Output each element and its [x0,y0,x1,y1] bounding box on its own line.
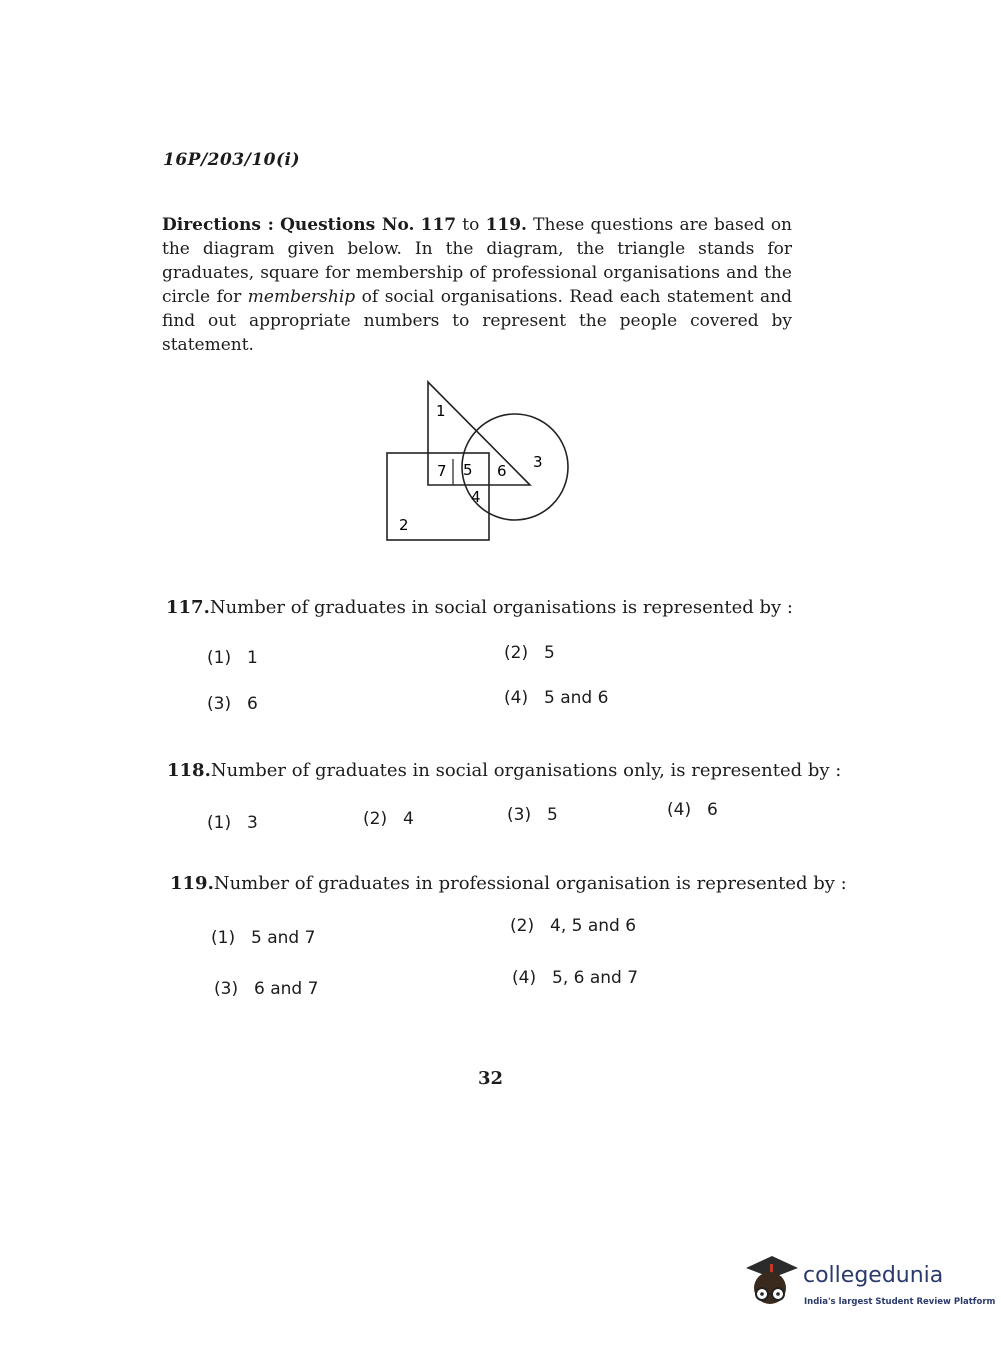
paper-code: 16P/203/10(i) [163,150,301,170]
q118-option-1[interactable] [207,813,258,833]
q119-option-2[interactable] [510,916,636,936]
q119-option-4[interactable] [512,968,638,988]
option-number: (3) [214,979,239,999]
question-number: 117. [166,597,210,618]
option-number: (1) [207,813,232,833]
option-number: (3) [507,805,532,825]
q119-option-3[interactable] [214,979,318,999]
brand-name: collegedunia [803,1263,944,1288]
question-118 [167,760,841,781]
q117-option-3[interactable] [207,694,258,714]
region-label-1: 1 [436,402,446,420]
option-value: 4 [403,809,414,829]
collegedunia-logo-icon [742,1250,802,1312]
region-label-5: 5 [463,461,473,479]
option-value: 1 [247,648,258,668]
option-number: (2) [504,643,529,663]
option-number: (2) [363,809,388,829]
question-number: 119. [170,873,214,894]
option-value: 5, 6 and 7 [552,968,639,988]
q118-option-2[interactable] [363,809,414,829]
option-value: 6 [247,694,258,714]
option-value: 6 [707,800,718,820]
q119-option-1[interactable] [211,928,315,948]
directions-text-1: These questions are based on the diagram given below. In the diagram, the triangle stands for graduates, square for membership of professional organisations and the circle for [162,215,793,307]
question-119 [170,873,847,894]
option-value: 5 and 6 [544,688,609,708]
q117-option-1[interactable] [207,648,258,668]
option-value: 3 [247,813,258,833]
directions-label: Directions : [162,215,274,235]
q117-option-2[interactable] [504,643,555,663]
option-value: 4, 5 and 6 [550,916,637,936]
region-label-4: 4 [471,488,481,506]
option-number: (4) [512,968,537,988]
brand-tagline: India's largest Student Review Platform [804,1297,996,1307]
region-label-3: 3 [533,453,543,471]
question-text: Number of graduates in professional organisation is represented by : [213,873,847,894]
question-117 [166,597,793,618]
option-number: (1) [211,928,236,948]
option-number: (4) [667,800,692,820]
question-text: Number of graduates in social organisations only, is represented by : [210,760,842,781]
directions-from: 117 [420,215,457,235]
directions-to-word: to [462,215,480,235]
directions-text-2: membership [247,287,356,307]
venn-diagram [380,375,580,545]
option-value: 5 [547,805,558,825]
option-value: 5 and 7 [251,928,316,948]
directions-to: 119. [485,215,527,235]
q118-option-3[interactable] [507,805,558,825]
q117-option-4[interactable] [504,688,608,708]
directions-paragraph [162,213,792,357]
directions-questions-label: Questions No. [280,215,415,235]
question-number: 118. [167,760,211,781]
question-text: Number of graduates in social organisations is represented by : [209,597,793,618]
option-number: (4) [504,688,529,708]
option-number: (2) [510,916,535,936]
option-value: 6 and 7 [254,979,319,999]
region-label-7: 7 [437,462,447,480]
region-label-2: 2 [399,516,409,534]
option-value: 5 [544,643,555,663]
q118-option-4[interactable] [667,800,718,820]
page-number: 32 [478,1068,504,1089]
region-label-6: 6 [497,462,507,480]
directions-text-3: of social organisations. Read each statement and find out appropriate numbers to represent the people covered by statement. [162,287,792,355]
option-number: (3) [207,694,232,714]
option-number: (1) [207,648,232,668]
